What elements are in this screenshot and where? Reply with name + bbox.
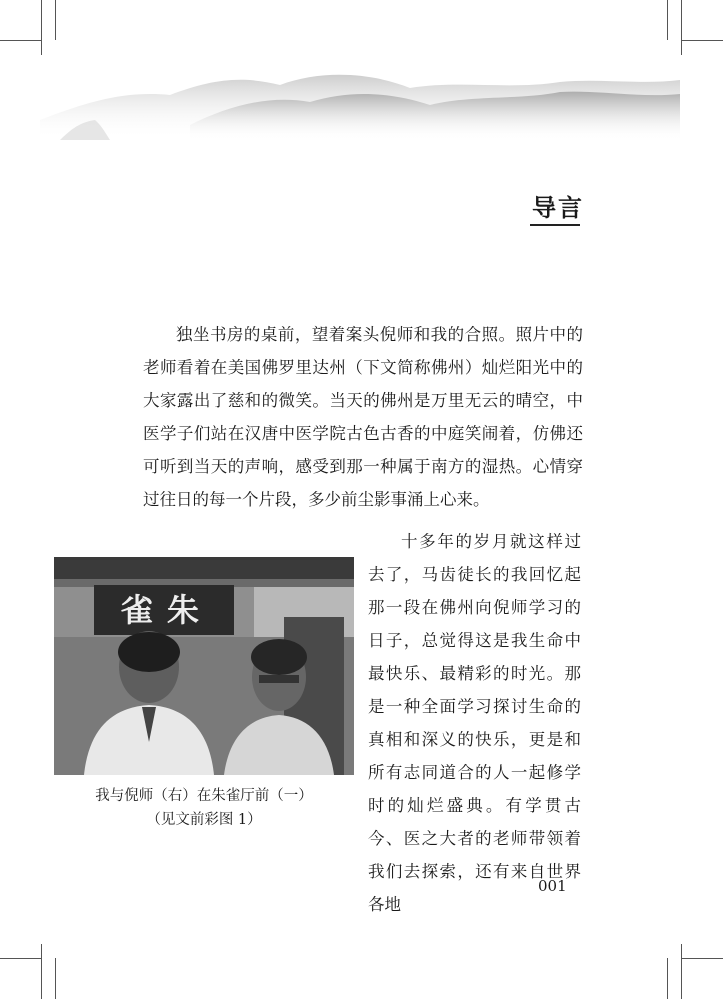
crop-mark-top-right-v2 (667, 0, 668, 40)
crop-mark-bottom-left-v (41, 944, 42, 999)
mountain-ink-wash-header (40, 50, 680, 140)
crop-mark-bottom-right-h (681, 958, 723, 959)
title-underline (530, 224, 580, 226)
page-number: 001 (538, 877, 567, 895)
photo-author-with-teacher (54, 557, 354, 775)
photo-caption-line-1: 我与倪师（右）在朱雀厅前（一） (95, 788, 313, 804)
crop-mark-bottom-left-v2 (55, 958, 56, 999)
crop-mark-top-left-v (41, 0, 42, 55)
photo-caption (54, 784, 354, 832)
body-paragraph-right-column: 十多年的岁月就这样过去了，马齿徒长的我回忆起那一段在佛州向倪师学习的日子，总觉得这是我生命中最快乐、最精彩的时光。那是一种全面学习探讨生命的真相和深义的快乐，更是和所有志同道合的人一起修学时的灿烂盛典。有学贯古今、医之大者的老师带领着我们去探索，还有来自世界各地 (368, 532, 581, 914)
crop-mark-bottom-right-v (681, 944, 682, 999)
intro-paragraph: 独坐书房的桌前，望着案头倪师和我的合照。照片中的老师看着在美国佛罗里达州（下文简称佛州）灿烂阳光中的大家露出了慈和的微笑。当天的佛州是万里无云的晴空，中医学子们站在汉唐中医学院古色古香的中庭笑闹着，仿佛还可听到当天的声响，感受到那一种属于南方的湿热。心情穿过往日的每一个片段，多少前尘影事涌上心来。 (143, 325, 583, 509)
photo-caption-line-2: （见文前彩图 1） (146, 812, 262, 828)
section-title: 导言 (532, 193, 584, 222)
crop-mark-top-left-h (0, 40, 42, 41)
crop-mark-top-right-h (681, 40, 723, 41)
crop-mark-bottom-right-v2 (667, 958, 668, 999)
crop-mark-top-left-v2 (55, 0, 56, 40)
crop-mark-bottom-left-h (0, 958, 42, 959)
sign-board-text: 雀朱 (120, 591, 213, 629)
crop-mark-top-right-v (681, 0, 682, 55)
